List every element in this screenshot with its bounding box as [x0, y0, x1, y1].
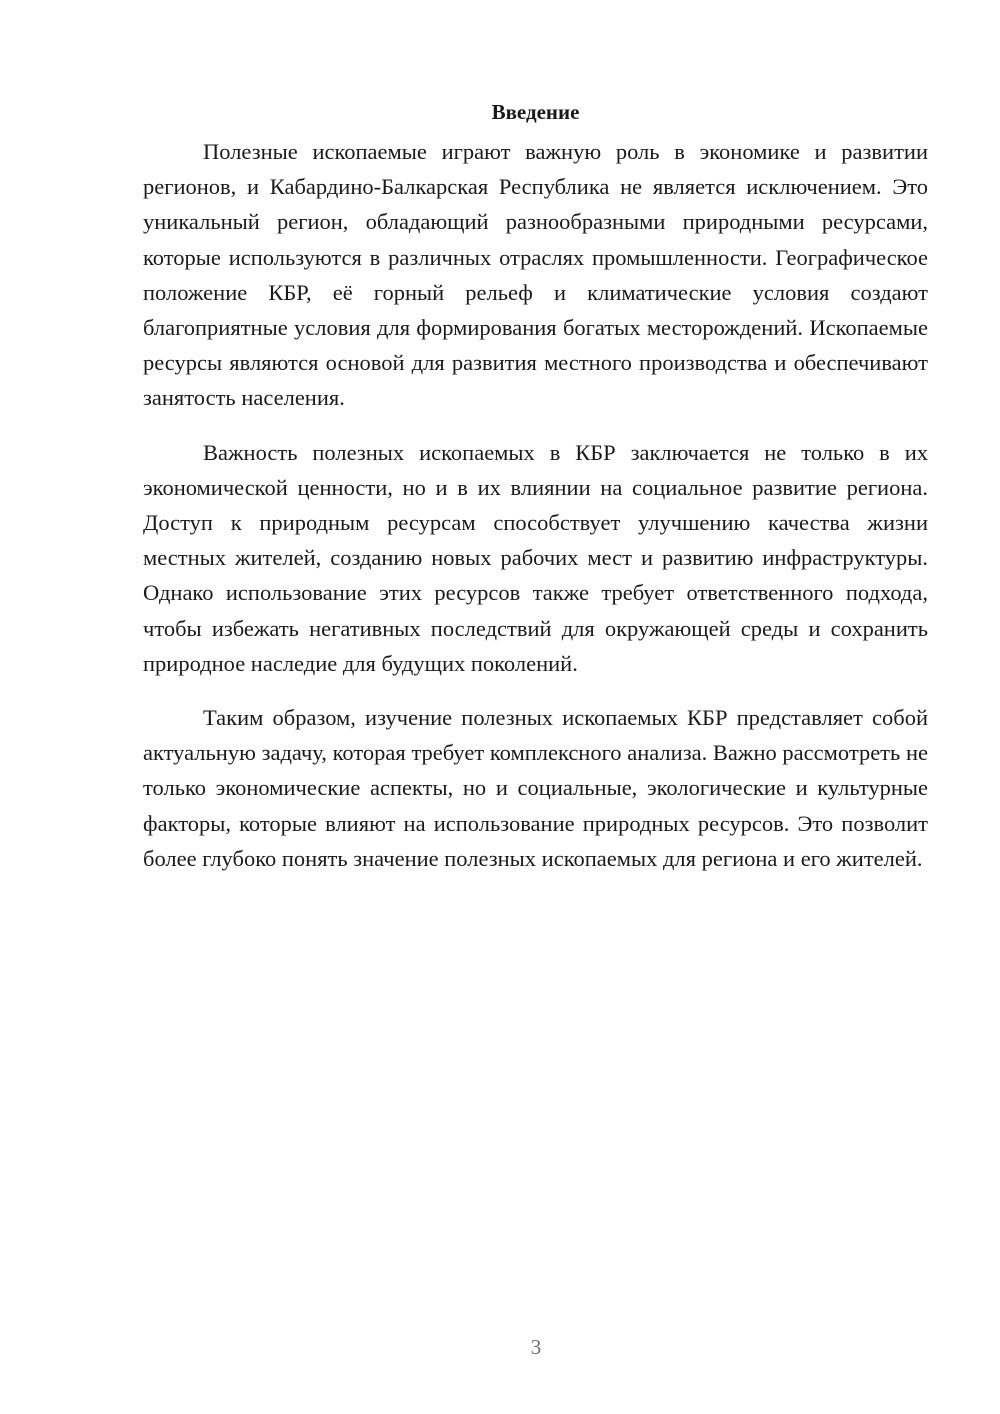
paragraph-3: Таким образом, изучение полезных ископаемых КБР представляет собой актуальную задачу, которая требует комплексного анализа. Важно рассмотреть не только экономические аспекты, но и социальные, экологические и культурные факторы, которые влияют на использование природных ресурсов. Это позволит более глубоко понять значение полезных ископаемых для региона и его жителей.: [143, 705, 928, 871]
paragraph-1: Полезные ископаемые играют важную роль в экономике и развитии регионов, и Кабардино-Балкарская Республика не является исключением. Это уникальный регион, обладающий разнообразными природными ресурсами, которые используются в различных отраслях промышленности. Географическое положение КБР, её горный рельеф и климатические условия создают благоприятные условия для формирования богатых месторождений. Ископаемые ресурсы являются основой для развития местного производства и обеспечивают занятость населения.: [143, 139, 928, 411]
section-heading: Введение: [491, 100, 580, 124]
page-number: 3: [530, 1335, 542, 1359]
page-content: [143, 96, 928, 895]
paragraph-2: Важность полезных ископаемых в КБР заключается не только в их экономической ценности, но и в их влиянии на социальное развитие региона. Доступ к природным ресурсам способствует улучшению качества жизни местных жителей, созданию новых рабочих мест и развитию инфраструктуры. Однако использование этих ресурсов также требует ответственного подхода, чтобы избежать негативных последствий для окружающей среды и сохранить природное наследие для будущих поколений.: [143, 439, 928, 676]
